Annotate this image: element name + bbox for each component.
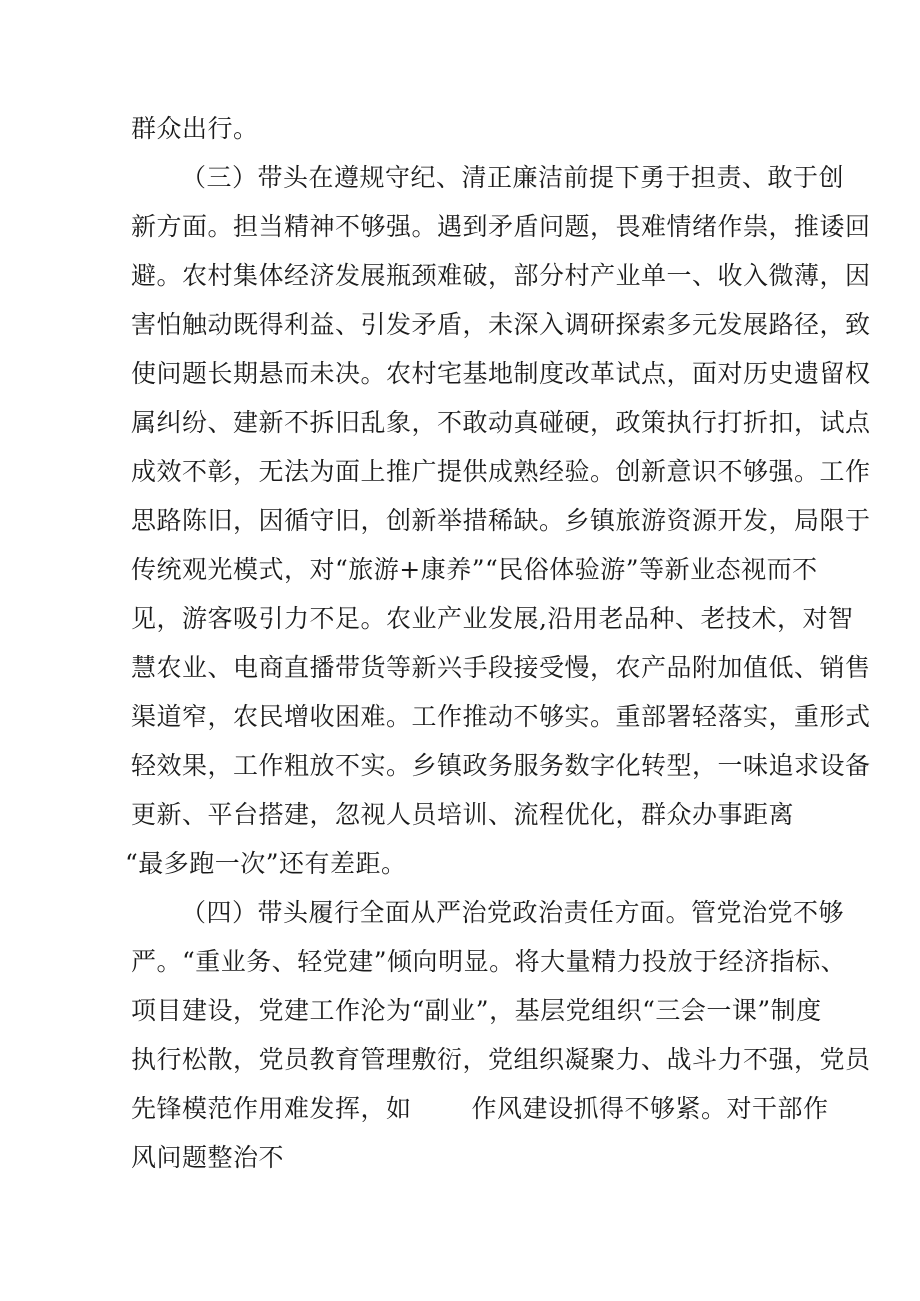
section-three-heading-line: （三）带头在遵规守纪、清正廉洁前提下勇于担责、敢于创	[181, 163, 845, 192]
text-line-21	[131, 1094, 829, 1124]
text-line-21-part-a: 先锋模范作用难发挥，如	[131, 1094, 412, 1123]
text-line-14: 轻效果，工作粗放不实。乡镇政务服务数字化转型，一味追求设备	[131, 751, 871, 780]
section-four-heading-line: （四）带头履行全面从严治党政治责任方面。管党治党不够	[181, 898, 845, 927]
text-line-12: 慧农业、电商直播带货等新兴手段接受慢，农产品附加值低、销售	[131, 653, 871, 682]
text-line-15: 更新、平台搭建，忽视人员培训、流程优化，群众办事距离	[131, 800, 795, 829]
text-line-6: 使问题长期悬而未决。农村宅基地制度改革试点，面对历史遗留权	[131, 359, 871, 388]
text-line-22: 风问题整治不	[131, 1143, 285, 1172]
text-line-1: 群众出行。	[131, 114, 259, 143]
text-line-19: 项目建设，党建工作沦为“副业”，基层党组织“三会一课”制度	[131, 996, 822, 1025]
text-line-20: 执行松散，党员教育管理敷衍，党组织凝聚力、战斗力不强，党员	[131, 1045, 871, 1074]
text-line-9: 思路陈旧，因循守旧，创新举措稀缺。乡镇旅游资源开发，局限于	[131, 506, 871, 535]
text-line-5: 害怕触动既得利益、引发矛盾，未深入调研探索多元发展路径，致	[131, 310, 871, 339]
text-line-16: “最多跑一次”还有差距。	[125, 849, 407, 878]
text-line-8: 成效不彰，无法为面上推广提供成熟经验。创新意识不够强。工作	[131, 457, 871, 486]
text-line-18: 严。“重业务、轻党建”倾向明显。将大量精力投放于经济指标、	[131, 947, 847, 976]
text-line-11: 见，游客吸引力不足。农业产业发展,沿用老品种、老技术，对智	[131, 604, 854, 633]
text-line-3: 新方面。担当精神不够强。遇到矛盾问题，畏难情绪作祟，推诿回	[131, 212, 871, 241]
text-line-21-part-b: 作风建设抓得不够紧。对干部作	[471, 1094, 829, 1123]
text-line-13: 渠道窄，农民增收困难。工作推动不够实。重部署轻落实，重形式	[131, 702, 871, 731]
text-line-10: 传统观光模式，对“旅游+康养”“民俗体验游”等新业态视而不	[131, 555, 818, 584]
text-line-7: 属纠纷、建新不拆旧乱象，不敢动真碰硬，政策执行打折扣，试点	[131, 408, 871, 437]
text-line-4: 避。农村集体经济发展瓶颈难破，部分村产业单一、收入微薄，因	[131, 261, 871, 290]
